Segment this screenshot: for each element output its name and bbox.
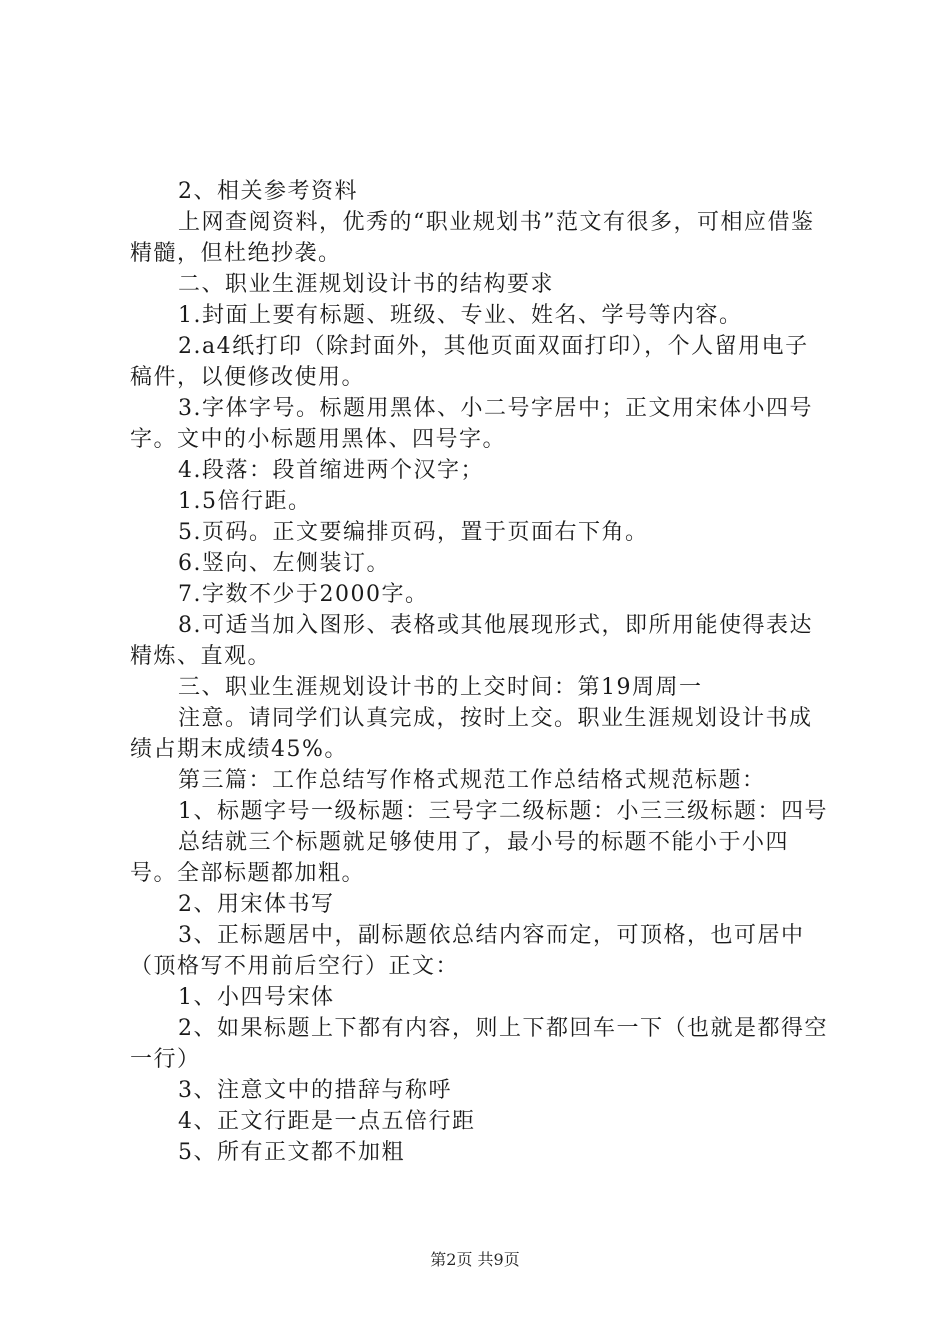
paragraph: 3、注意文中的措辞与称呼 — [178, 1078, 452, 1103]
paragraph: 第三篇：工作总结写作格式规范工作总结格式规范标题： — [178, 768, 766, 793]
paragraph: 5、所有正文都不加粗 — [178, 1140, 405, 1165]
paragraph: 2.a4纸打印（除封面外，其他页面双面打印），个人留用电子稿件，以便修改使用。 — [130, 334, 809, 390]
paragraph: 二、职业生涯规划设计书的结构要求 — [178, 272, 555, 297]
paragraph: 上网查阅资料，优秀的“职业规划书”范文有很多，可相应借鉴精髓，但杜绝抄袭。 — [130, 210, 815, 266]
paragraph: 总结就三个标题就足够使用了，最小号的标题不能小于小四号。全部标题都加粗。 — [130, 830, 790, 886]
paragraph: 2、用宋体书写 — [178, 892, 335, 917]
paragraph: 4、正文行距是一点五倍行距 — [178, 1109, 476, 1134]
paragraph: 三、职业生涯规划设计书的上交时间：第19周周一 — [178, 675, 703, 700]
paragraph: 4.段落：段首缩进两个汉字； — [178, 458, 484, 483]
paragraph: 3.字体字号。标题用黑体、小二号字居中；正文用宋体小四号字。文中的小标题用黑体、四号字。 — [130, 396, 813, 452]
paragraph: 2、如果标题上下都有内容，则上下都回车一下（也就是都得空一行） — [130, 1016, 828, 1072]
paragraph: 1.5倍行距。 — [178, 489, 312, 514]
paragraph: 1、小四号宋体 — [178, 985, 335, 1010]
page-number-footer: 第2页 共9页 — [430, 1250, 520, 1269]
paragraph: 注意。请同学们认真完成，按时上交。职业生涯规划设计书成绩占期末成绩45%。 — [130, 706, 813, 762]
paragraph: 7.字数不少于2000字。 — [178, 582, 429, 607]
document-body — [130, 176, 832, 1168]
paragraph: 6.竖向、左侧装订。 — [178, 551, 390, 576]
paragraph: 1、标题字号一级标题：三号字二级标题：小三三级标题：四号 — [178, 799, 828, 824]
paragraph: 2、相关参考资料 — [178, 179, 358, 204]
paragraph: 1.封面上要有标题、班级、专业、姓名、学号等内容。 — [178, 303, 743, 328]
paragraph: 5.页码。正文要编排页码，置于页面右下角。 — [178, 520, 649, 545]
paragraph: 3、正标题居中，副标题依总结内容而定，可顶格，也可居中（顶格写不用前后空行）正文： — [130, 923, 805, 979]
paragraph: 8.可适当加入图形、表格或其他展现形式，即所用能使得表达精炼、直观。 — [130, 613, 813, 669]
